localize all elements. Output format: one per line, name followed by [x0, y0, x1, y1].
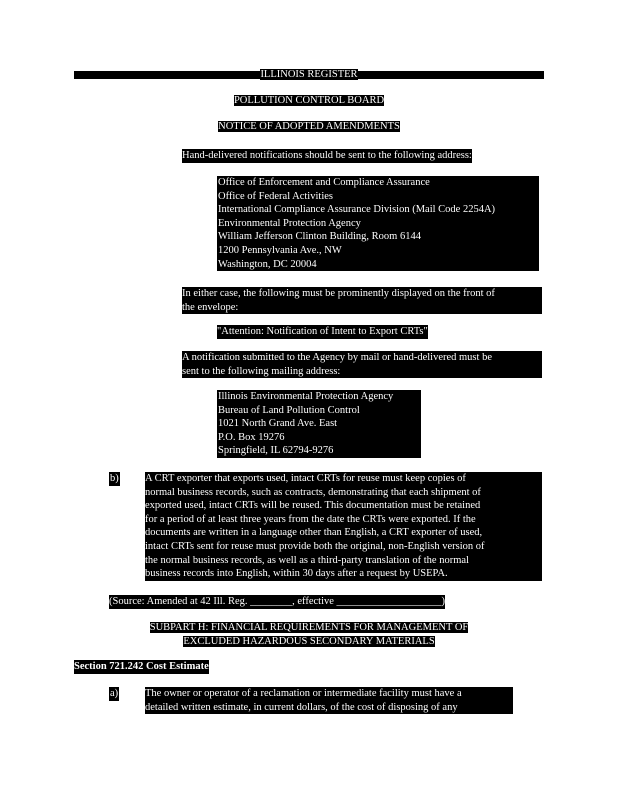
address-line: Bureau of Land Pollution Control — [218, 404, 360, 416]
subpart-title — [74, 621, 544, 648]
address-line: 1021 North Grand Ave. East — [218, 418, 338, 430]
subpart-title-line: SUBPART H: FINANCIAL REQUIREMENTS FOR MANAGEMENT OF — [149, 622, 469, 633]
item-b-paragraph — [145, 472, 542, 581]
paragraph-line: The owner or operator of a reclamation or intermediate facility must have a — [145, 688, 462, 699]
paragraph-line: business records into English, within 30 days after a request by USEPA. — [145, 568, 448, 580]
board-title — [74, 94, 544, 108]
hand-delivered-intro: Hand-delivered notifications should be sent to the following address: — [182, 150, 472, 161]
paragraph-line: A CRT exporter that exports used, intact CRTs for reuse must keep copies of — [145, 473, 466, 484]
notice-title-text: NOTICE OF ADOPTED AMENDMENTS — [218, 121, 400, 132]
paragraph-line: In either case, the following must be prominently displayed on the front of — [182, 288, 495, 299]
address-line: Office of Federal Activities — [218, 190, 333, 202]
section-heading: Section 721.242 Cost Estimate — [74, 661, 209, 672]
paragraph-line: intact CRTs sent for reuse must provide both the original, non-English version of — [145, 540, 485, 552]
source-note: (Source: Amended at 42 Ill. Reg. ________, effective ____________________) — [109, 596, 446, 607]
item-a-paragraph — [145, 687, 513, 714]
address-line: William Jefferson Clinton Building, Room 6144 — [218, 231, 421, 243]
address-line: P.O. Box 19276 — [218, 431, 285, 443]
address-line: Environmental Protection Agency — [218, 217, 361, 229]
address-line: Office of Enforcement and Compliance Assurance — [218, 177, 430, 188]
item-a-marker: a) — [110, 688, 119, 699]
address-line: Springfield, IL 62794-9276 — [218, 445, 334, 457]
paragraph-line: for a period of at least three years from the date the CRTs were exported. If the — [145, 513, 476, 525]
paragraph-line: documents are written in a language other than English, a CRT exporter of used, — [145, 527, 483, 539]
paragraph-line: A notification submitted to the Agency by mail or hand-delivered must be — [182, 352, 492, 363]
paragraph-line: the envelope: — [182, 301, 239, 313]
register-title — [74, 68, 544, 82]
paragraph-line: exported used, intact CRTs will be reused. This documentation must be retained — [145, 500, 481, 512]
either-case-paragraph — [182, 287, 542, 314]
subpart-title-line: EXCLUDED HAZARDOUS SECONDARY MATERIALS — [183, 635, 435, 647]
address-line: Washington, DC 20004 — [218, 258, 317, 270]
paragraph-line: sent to the following mailing address: — [182, 365, 341, 377]
item-b-marker: b) — [110, 473, 119, 484]
notice-title — [74, 120, 544, 134]
attention-line: "Attention: Notification of Intent to Export CRTs" — [217, 326, 428, 337]
paragraph-line: the normal business records, as well as a third-party translation of the normal — [145, 554, 469, 566]
paragraph-line: normal business records, such as contracts, demonstrating that each shipment of — [145, 486, 481, 498]
address-block-epa — [217, 176, 539, 271]
address-line: 1200 Pennsylvania Ave., NW — [218, 244, 342, 256]
register-title-text: ILLINOIS REGISTER — [260, 69, 358, 80]
address-line: International Compliance Assurance Division (Mail Code 2254A) — [218, 204, 496, 216]
address-block-iepa — [217, 390, 421, 458]
board-title-text: POLLUTION CONTROL BOARD — [233, 95, 385, 106]
address-line: Illinois Environmental Protection Agency — [218, 391, 394, 402]
agency-notice-paragraph — [182, 351, 542, 378]
paragraph-line: detailed written estimate, in current dollars, of the cost of disposing of any — [145, 701, 458, 713]
